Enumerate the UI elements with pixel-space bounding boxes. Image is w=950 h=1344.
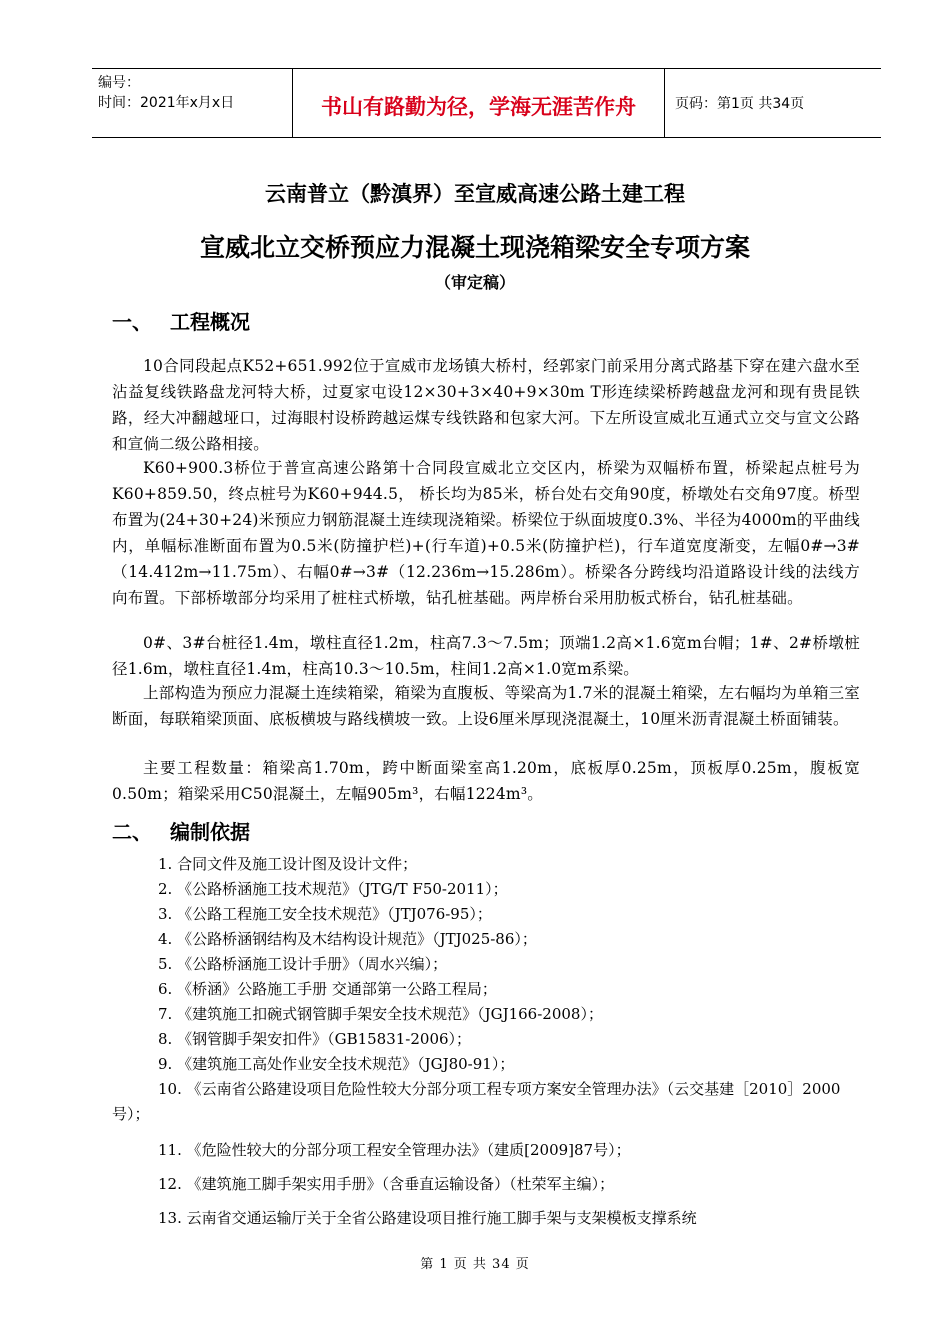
section-2-title: 编制依据 [170, 820, 250, 844]
list-item: 5. 《公路桥涵施工设计手册》（周水兴编）； [158, 955, 448, 973]
header-table [92, 68, 881, 138]
list-item: 1. 合同文件及施工设计图及设计文件； [158, 855, 418, 873]
list-item: 4. 《公路桥涵钢结构及木结构设计规范》（JTJ025-86）； [158, 930, 537, 948]
page-info: 页码：第1页 共34页 [675, 96, 805, 112]
list-item: 3. 《公路工程施工安全技术规范》（JTJ076-95）； [158, 905, 492, 923]
paragraph-5: 主要工程数量：箱梁高1.70m，跨中断面梁室高1.20m，底板厚0.25m，顶板厚0.25m，腹板宽0.50m；箱梁采用C50混凝土，左幅905m³，右幅1224m³。 [112, 759, 860, 803]
list-item: 2. 《公路桥涵施工技术规范》（JTG/T F50-2011）； [158, 880, 508, 898]
list-item: 9. 《建筑施工高处作业安全技术规范》（JGJ80-91）； [158, 1055, 515, 1073]
paragraph-3: 0#、3#台桩径1.4m，墩柱直径1.2m，柱高7.3～7.5m；顶端1.2高×1.6宽m台帽；1#、2#桥墩桩径1.6m，墩柱直径1.4m，柱高10.3～10.5m，柱间1.2高×1.0宽m系梁。 [112, 634, 860, 678]
list-item: 10. 《云南省公路建设项目危险性较大分部分项工程专项方案安全管理办法》（云交基建［2010］2000号）； [112, 1080, 841, 1123]
section-1-title: 工程概况 [170, 310, 250, 334]
header-meta-cell [92, 69, 293, 137]
section-2-number: 二、 [112, 820, 152, 844]
document-title: 宣威北立交桥预应力混凝土现浇箱梁安全专项方案 [199, 233, 750, 262]
section-1-heading [112, 306, 250, 335]
time-label: 时间：2021年x月x日 [98, 95, 235, 111]
list-item: 13. 云南省交通运输厅关于全省公路建设项目推行施工脚手架与支架模板支撑系统 [158, 1209, 697, 1227]
document-status: （审定稿） [434, 273, 515, 292]
code-label: 编号： [98, 75, 140, 91]
list-item: 7. 《建筑施工扣碗式钢管脚手架安全技术规范》（JGJ166-2008）； [158, 1005, 603, 1023]
project-title: 云南普立（黔滇界）至宣威高速公路土建工程 [265, 182, 685, 206]
paragraph-1: 10合同段起点K52+651.992位于宣威市龙场镇大桥村，经郭家门前采用分离式路基下穿在建六盘水至沾益复线铁路盘龙河特大桥，过夏家屯设12×30+3×40+9×30m T形连续梁桥跨越盘龙河和现有贵昆铁路，经大冲翻越垭口，过海眼村设桥跨越运煤专线铁路和包家大河。下左所设宣威北互通式立交与宣文公路和宣倘二级公路相接。 [112, 357, 860, 453]
list-item: 12. 《建筑施工脚手架实用手册》（含垂直运输设备）（杜荣军主编）； [158, 1175, 615, 1193]
list-item: 8. 《钢管脚手架安扣件》（GB15831-2006）； [158, 1030, 472, 1048]
section-1-number: 一、 [112, 310, 152, 334]
paragraph-2: K60+900.3桥位于普宣高速公路第十合同段宣威北立交区内，桥梁为双幅桥布置，桥梁起点桩号为K60+859.50，终点桩号为K60+944.5， 桥长均为85米，桥台处右交角90度，桥墩处右交角97度。桥型布置为(24+30+24)米预应力钢筋混凝土连续现浇箱梁。桥梁位于纵面坡度0.3%、半径为4000m的平曲线内，单幅标准断面布置为0.5米(防撞护栏)+(行车道)+0.5米(防撞护栏)，行车道宽度渐变，左幅0#→3#（14.412m→11.75m）、右幅0#→3#（12.236m→15.286m）。桥梁各分跨线均沿道路设计线的法线方向布置。下部桥墩部分均采用了桩柱式桥墩，钻孔桩基础。两岸桥台采用肋板式桥台，钻孔桩基础。 [112, 459, 860, 607]
reference-list [112, 852, 872, 1235]
list-item: 6. 《桥涵》公路施工手册 交通部第一公路工程局； [158, 980, 497, 998]
page-footer: 第 1 页 共 34 页 [420, 1257, 530, 1272]
section-2-heading [112, 816, 250, 845]
list-item: 11. 《危险性较大的分部分项工程安全管理办法》（建质[2009]87号）； [158, 1141, 631, 1159]
motto: 书山有路勤为径，学海无涯苦作舟 [293, 69, 665, 137]
paragraph-4: 上部构造为预应力混凝土连续箱梁，箱梁为直腹板、等梁高为1.7米的混凝土箱梁，左右幅均为单箱三室断面，每联箱梁顶面、底板横坡与路线横坡一致。上设6厘米厚现浇混凝土，10厘米沥青混凝土桥面铺装。 [112, 684, 860, 728]
